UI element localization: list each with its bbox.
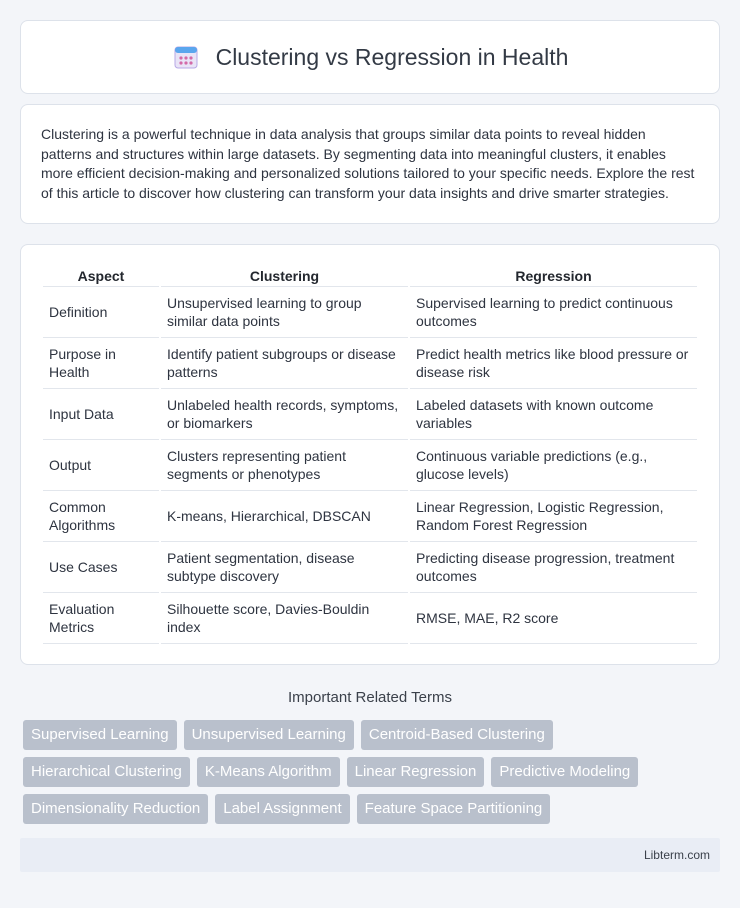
row-regression: Labeled datasets with known outcome variables xyxy=(410,389,697,440)
tag-dimensionality-reduction[interactable]: Dimensionality Reduction xyxy=(23,794,208,824)
related-terms-title: Important Related Terms xyxy=(288,689,452,707)
row-aspect: Purpose in Health xyxy=(43,338,159,389)
tag-k-means-algorithm[interactable]: K-Means Algorithm xyxy=(197,757,340,787)
row-aspect: Evaluation Metrics xyxy=(43,593,159,644)
tag-linear-regression[interactable]: Linear Regression xyxy=(347,757,485,787)
comparison-table xyxy=(41,265,699,644)
row-aspect: Definition xyxy=(43,287,159,338)
table-row xyxy=(43,542,697,593)
row-clustering: Patient segmentation, disease subtype discovery xyxy=(161,542,408,593)
row-clustering: Unlabeled health records, symptoms, or biomarkers xyxy=(161,389,408,440)
intro-text: Clustering is a powerful technique in data analysis that groups similar data points to reveal hidden patterns and structures within large datasets. By segmenting data into meaningful clusters, it enables more efficient decision-making and personalized solutions tailored to your specific needs. Explore the rest of this article to discover how clustering can transform your data insights and drive smarter strategies. xyxy=(41,126,695,201)
row-aspect: Common Algorithms xyxy=(43,491,159,542)
tag-label-assignment[interactable]: Label Assignment xyxy=(215,794,349,824)
row-regression: Linear Regression, Logistic Regression, Random Forest Regression xyxy=(410,491,697,542)
table-row xyxy=(43,593,697,644)
table-row xyxy=(43,389,697,440)
row-aspect: Use Cases xyxy=(43,542,159,593)
header-aspect: Aspect xyxy=(43,265,159,287)
row-regression: RMSE, MAE, R2 score xyxy=(410,593,697,644)
intro-section xyxy=(20,104,720,224)
header-regression: Regression xyxy=(410,265,697,287)
footer-site-link[interactable]: Libterm.com xyxy=(643,848,710,863)
row-aspect: Input Data xyxy=(43,389,159,440)
row-clustering: Unsupervised learning to group similar data points xyxy=(161,287,408,338)
row-clustering: Silhouette score, Davies-Bouldin index xyxy=(161,593,408,644)
calendar-grid-icon xyxy=(172,43,200,71)
table-row xyxy=(43,338,697,389)
tag-unsupervised-learning[interactable]: Unsupervised Learning xyxy=(184,720,354,750)
related-terms-tags xyxy=(20,720,720,824)
tag-supervised-learning[interactable]: Supervised Learning xyxy=(23,720,177,750)
tag-hierarchical-clustering[interactable]: Hierarchical Clustering xyxy=(23,757,190,787)
row-regression: Predicting disease progression, treatment outcomes xyxy=(410,542,697,593)
tag-centroid-based-clustering[interactable]: Centroid-Based Clustering xyxy=(361,720,553,750)
row-regression: Predict health metrics like blood pressure or disease risk xyxy=(410,338,697,389)
table-row xyxy=(43,491,697,542)
page-title: Clustering vs Regression in Health xyxy=(215,43,569,70)
row-clustering: Clusters representing patient segments or phenotypes xyxy=(161,440,408,491)
tag-feature-space-partitioning[interactable]: Feature Space Partitioning xyxy=(357,794,551,824)
row-clustering: K-means, Hierarchical, DBSCAN xyxy=(161,491,408,542)
row-regression: Continuous variable predictions (e.g., glucose levels) xyxy=(410,440,697,491)
row-clustering: Identify patient subgroups or disease patterns xyxy=(161,338,408,389)
row-aspect: Output xyxy=(43,440,159,491)
row-regression: Supervised learning to predict continuous outcomes xyxy=(410,287,697,338)
table-header-row xyxy=(43,265,697,287)
comparison-table-card xyxy=(20,244,720,665)
table-row xyxy=(43,440,697,491)
page-header xyxy=(20,20,720,94)
tag-predictive-modeling[interactable]: Predictive Modeling xyxy=(491,757,638,787)
table-row xyxy=(43,287,697,338)
header-clustering: Clustering xyxy=(161,265,408,287)
page-footer xyxy=(20,838,720,872)
